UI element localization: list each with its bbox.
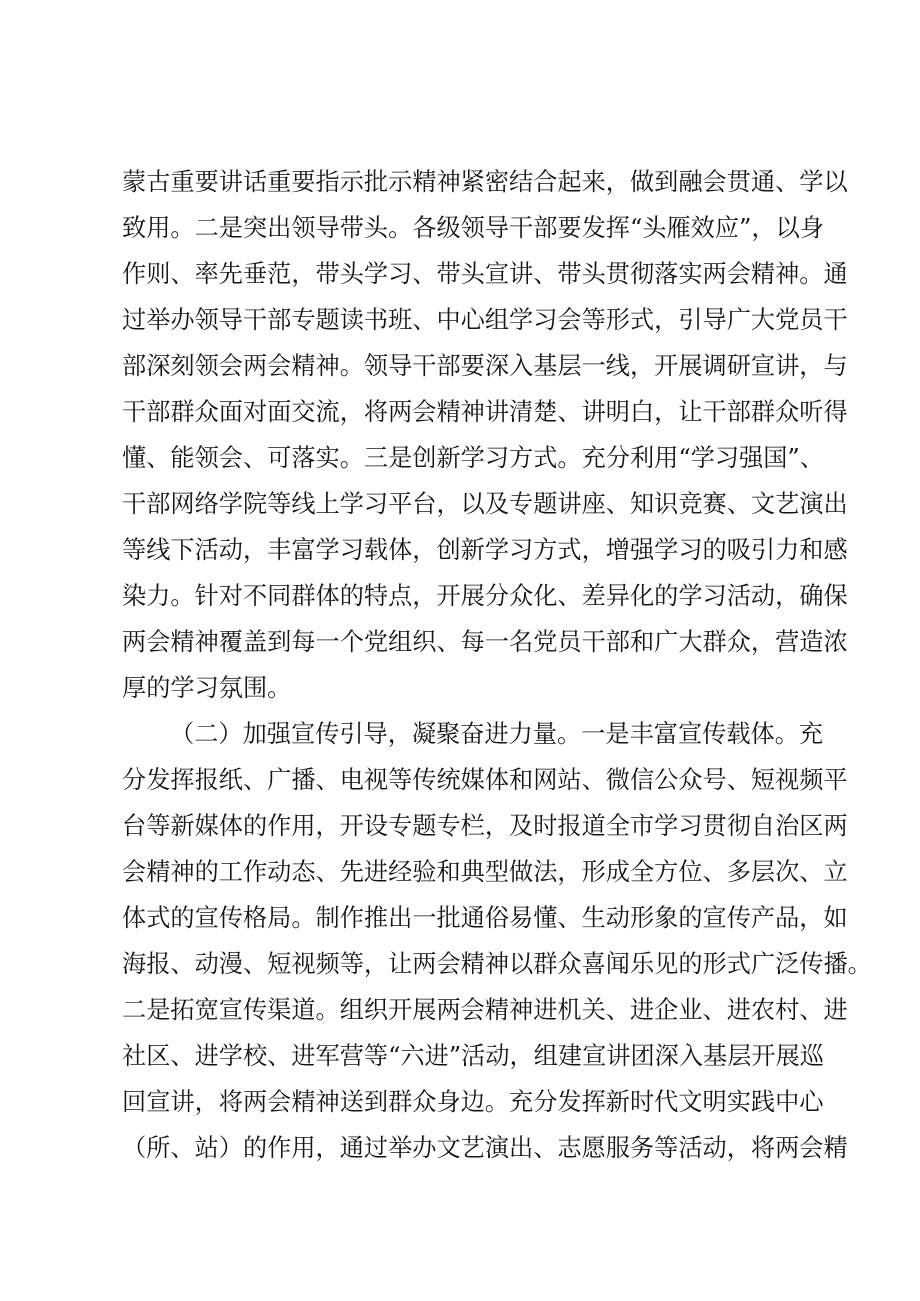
text-line: 致用。二是突出领导带头。各级领导干部要发挥“头雁效应”，以身 xyxy=(122,214,824,242)
text-line: 干部网络学院等线上学习平台，以及专题讲座、知识竞赛、文艺演出 xyxy=(122,490,848,518)
text-line: 蒙古重要讲话重要指示批示精神紧密结合起来，做到融会贯通、学以 xyxy=(122,168,848,196)
text-line: 台等新媒体的作用，开设专题专栏，及时报道全市学习贯彻自治区两 xyxy=(122,812,848,840)
text-line: 等线下活动，丰富学习载体，创新学习方式，增强学习的吸引力和感 xyxy=(122,536,848,564)
text-line: （所、站）的作用，通过举办文艺演出、志愿服务等活动，将两会精 xyxy=(122,1134,848,1162)
text-line: 会精神的工作动态、先进经验和典型做法，形成全方位、多层次、立 xyxy=(122,858,848,886)
section-heading-line: （二）加强宣传引导，凝聚奋进力量。一是丰富宣传载体。充 xyxy=(170,720,824,748)
text-line: 染力。针对不同群体的特点，开展分众化、差异化的学习活动，确保 xyxy=(122,582,848,610)
text-line: 社区、进学校、进军营等“六进”活动，组建宣讲团深入基层开展巡 xyxy=(122,1042,824,1070)
text-line: 过举办领导干部专题读书班、中心组学习会等形式，引导广大党员干 xyxy=(122,306,848,334)
text-line: 分发挥报纸、广播、电视等传统媒体和网站、微信公众号、短视频平 xyxy=(122,766,848,794)
text-line: 厚的学习氛围。 xyxy=(122,674,292,702)
text-line: 干部群众面对面交流，将两会精神讲清楚、讲明白，让干部群众听得 xyxy=(122,398,848,426)
text-line: 懂、能领会、可落实。三是创新学习方式。充分利用“学习强国”、 xyxy=(122,444,824,472)
text-line: 海报、动漫、短视频等，让两会精神以群众喜闻乐见的形式广泛传播。 xyxy=(122,950,872,978)
text-line: 体式的宣传格局。制作推出一批通俗易懂、生动形象的宣传产品，如 xyxy=(122,904,848,932)
text-line: 两会精神覆盖到每一个党组织、每一名党员干部和广大群众，营造浓 xyxy=(122,628,848,656)
text-line: 回宣讲，将两会精神送到群众身边。充分发挥新时代文明实践中心 xyxy=(122,1088,824,1116)
text-line: 二是拓宽宣传渠道。组织开展两会精神进机关、进企业、进农村、进 xyxy=(122,996,848,1024)
text-line: 部深刻领会两会精神。领导干部要深入基层一线，开展调研宣讲，与 xyxy=(122,352,848,380)
text-line: 作则、率先垂范，带头学习、带头宣讲、带头贯彻落实两会精神。通 xyxy=(122,260,848,288)
